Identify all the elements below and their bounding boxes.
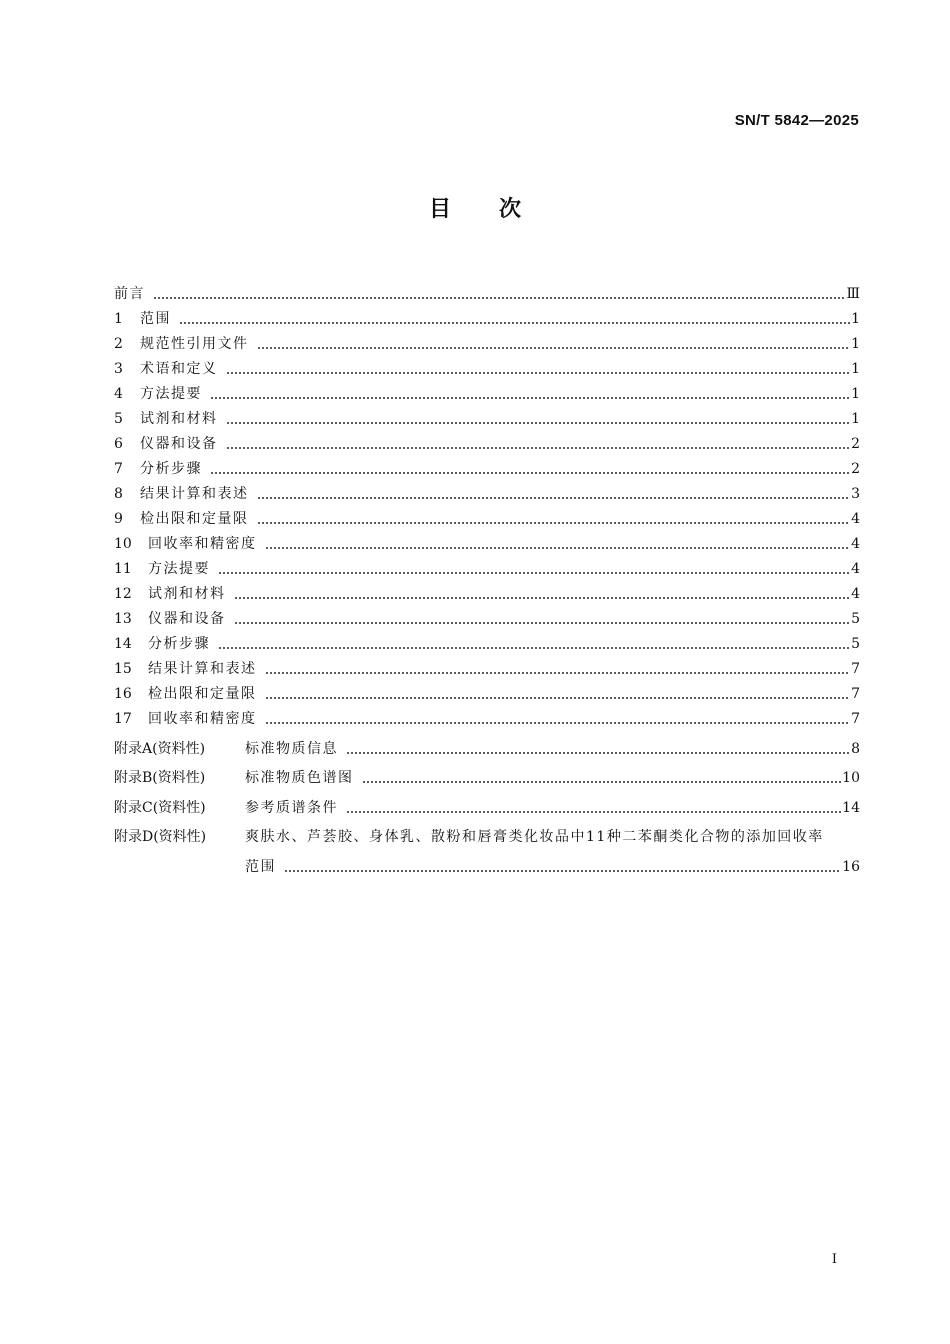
toc-label: 标准物质信息 [245,740,338,757]
toc-label: 检出限和定量限 [140,511,249,527]
toc-page: 2 [851,461,860,477]
toc-number: 3 [114,361,123,377]
toc-entry-appendix[interactable] [114,818,860,848]
toc-label: 术语和定义 [140,361,218,377]
dot-leader [218,647,850,649]
toc-entry[interactable] [114,554,860,579]
page-number: I [831,1252,837,1267]
toc-entry[interactable] [114,354,860,379]
toc-label: 结果计算和表述 [148,661,257,677]
toc-page: 7 [851,711,860,727]
toc-entry[interactable] [114,654,860,679]
toc-page: 2 [851,436,860,452]
dot-leader [226,447,851,449]
toc-page: Ⅲ [846,286,860,302]
dot-leader [226,422,851,424]
toc-entry[interactable] [114,504,860,529]
toc-page: 5 [851,611,860,627]
toc-number: 13 [114,611,132,627]
toc-entry[interactable] [114,454,860,479]
dot-leader [284,870,841,872]
dot-leader [265,722,851,724]
toc-entry[interactable] [114,404,860,429]
dot-leader [265,672,851,674]
dot-leader [226,372,851,374]
appendix-number: 附录C(资料性) [114,799,206,816]
toc-entry[interactable] [114,304,860,329]
toc-number: 8 [114,486,123,502]
page-title: 目次 [428,196,569,222]
toc-page: 4 [851,536,860,552]
appendix-number: 附录B(资料性) [114,770,206,786]
toc-entry-appendix[interactable] [114,788,860,818]
dot-leader [210,397,850,399]
toc-label: 方法提要 [140,386,202,402]
toc-page: 16 [842,858,860,875]
toc-number: 5 [114,411,123,427]
toc-label: 仪器和设备 [148,611,226,627]
toc-page: 3 [851,486,860,502]
standard-number: SN/T 5842—2025 [734,112,859,129]
dot-leader [234,622,851,624]
toc-label: 回收率和精密度 [148,536,257,552]
toc-page: 10 [842,770,860,786]
toc-page: 14 [842,799,860,816]
dot-leader [257,347,851,349]
toc-entry[interactable] [114,704,860,729]
toc-page: 5 [851,636,860,652]
toc-page: 8 [851,740,860,757]
dot-leader [257,522,851,524]
toc-label: 试剂和材料 [140,411,218,427]
toc-label: 范围 [140,311,171,327]
toc-entry-foreword[interactable] [114,275,860,304]
toc-label: 回收率和精密度 [148,711,257,727]
toc-entry[interactable] [114,379,860,404]
toc-label: 检出限和定量限 [148,686,257,702]
toc-number: 4 [114,386,123,402]
toc-entry[interactable] [114,679,860,704]
toc-number: 17 [114,711,132,727]
toc-entry[interactable] [114,329,860,354]
toc-entry[interactable] [114,429,860,454]
dot-leader [346,752,850,754]
toc-label: 试剂和材料 [148,586,226,602]
toc-label: 仪器和设备 [140,436,218,452]
dot-leader [265,547,851,549]
toc-entry[interactable] [114,529,860,554]
dot-leader [179,322,850,324]
toc-entry-appendix-continued[interactable] [114,847,860,877]
dot-leader [346,811,841,813]
toc-number: 14 [114,636,132,652]
appendix-number: 附录D(资料性) [114,829,207,845]
toc-label: 前言 [114,286,145,302]
toc-page: 1 [851,336,860,352]
toc-entry[interactable] [114,579,860,604]
toc-label: 结果计算和表述 [140,486,249,502]
toc-number: 9 [114,511,123,527]
toc-label: 范围 [245,858,276,875]
toc-number: 16 [114,686,132,702]
toc-page: 4 [851,511,860,527]
dot-leader [218,572,850,574]
toc-label: 规范性引用文件 [140,336,249,352]
toc-entry-appendix[interactable] [114,729,860,759]
toc-number: 1 [114,311,123,327]
toc-label: 爽肤水、芦荟胶、身体乳、散粉和唇膏类化妆品中11种二苯酮类化合物的添加回收率 [245,829,824,845]
dot-leader [362,781,842,783]
dot-leader [234,597,851,599]
toc-entry-appendix[interactable] [114,759,860,789]
toc-page: 1 [851,411,860,427]
dot-leader [265,697,851,699]
toc-label: 方法提要 [148,561,210,577]
toc-page: 4 [851,586,860,602]
toc-label: 参考质谱条件 [245,799,338,816]
toc-entry[interactable] [114,629,860,654]
toc-page: 7 [851,661,860,677]
dot-leader [153,297,845,299]
toc-number: 2 [114,336,123,352]
dot-leader [210,472,850,474]
appendix-number: 附录A(资料性) [114,740,206,757]
toc-number: 12 [114,586,132,602]
toc-label: 分析步骤 [148,636,210,652]
toc-page: 1 [851,386,860,402]
toc-page: 4 [851,561,860,577]
toc-page: 7 [851,686,860,702]
toc-number: 11 [114,561,132,577]
toc-page: 1 [851,311,860,327]
toc-number: 7 [114,461,123,477]
toc-page: 1 [851,361,860,377]
table-of-contents [114,275,860,877]
toc-number: 6 [114,436,123,452]
toc-label: 分析步骤 [140,461,202,477]
toc-number: 10 [114,536,132,552]
toc-label: 标准物质色谱图 [245,770,354,786]
toc-number: 15 [114,661,132,677]
toc-entry[interactable] [114,479,860,504]
dot-leader [257,497,851,499]
toc-entry[interactable] [114,604,860,629]
